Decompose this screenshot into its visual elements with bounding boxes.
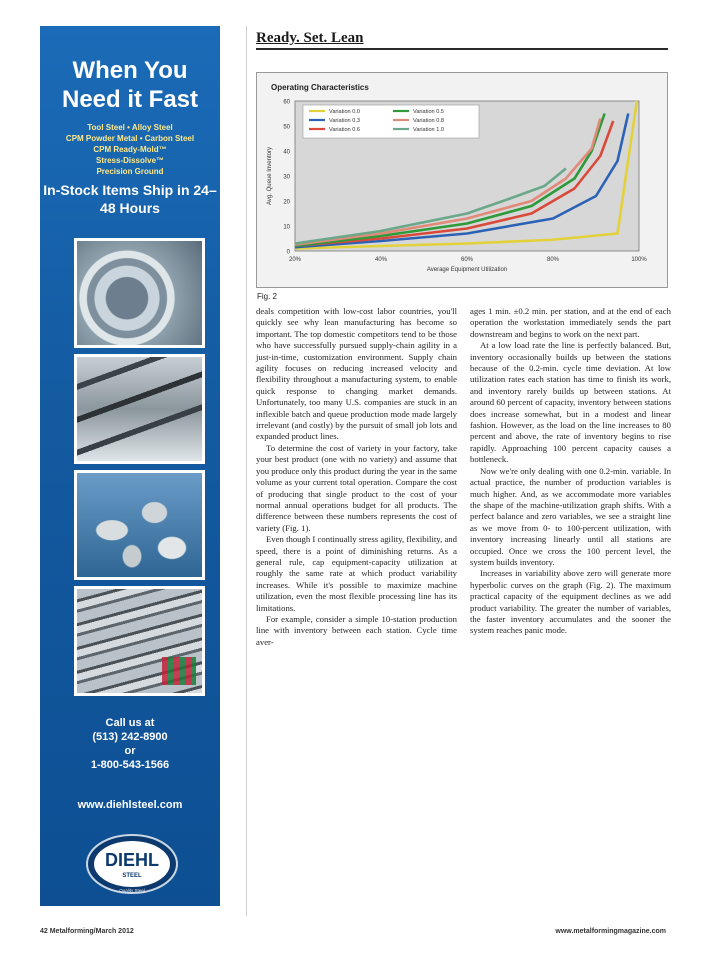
column-divider [246, 26, 247, 916]
y-tick-label: 20 [283, 199, 290, 206]
phone-tollfree[interactable]: 1-800-543-1566 [90, 759, 170, 771]
ad-contact [40, 716, 220, 772]
ad-product-line: Tool Steel • Alloy Steel [87, 123, 173, 132]
legend-label: Variation 0.5 [413, 109, 444, 115]
y-axis-label: Avg. Queue Inventory [267, 147, 273, 205]
y-tick-label: 0 [286, 249, 290, 256]
article-paragraph: ages 1 min. ±0.2 min. per station, and at the end of each operation the workstation immediately sends the part downstream and begins to work on the next part. [470, 306, 671, 339]
operating-characteristics-figure [256, 72, 668, 288]
logo-wordmark: DIEHL [105, 850, 159, 870]
y-tick-label: 10 [283, 224, 290, 231]
ad-shipping-promise: In-Stock Items Ship in 24–48 Hours [43, 182, 217, 216]
y-tick-label: 60 [283, 99, 290, 106]
article-paragraph: At a low load rate the line is perfectly balanced. But, inventory occasionally builds up between the stations because of the 0.2-min. cycle time deviation. At low utilization rates each station has time to finish its work, and inventory rarely builds up between stations. At around 60 percent of capacity, inventory between stations does increase somewhat, but in a modest and linear fashion. However, as the load on the line increases to 80 percent and above, the rate of inventory begins to rise rapidly. Approaching 100 percent capacity causes a bottleneck. [470, 340, 671, 465]
article-paragraph: Now we're only dealing with one 0.2-min. variable. In actual practice, the number of production variables is much higher. And, as we accommodate more variables the shape of the machine-utilization graph shifts. With a perfect balance and zero variables, we see a straight line as we move from 0- to 100-percent utilization, with inventory increasing linearly until all stations are occupied. Once we cross the 100 percent level, the system builds inventory. [470, 465, 671, 567]
steel-coil-photo [74, 238, 205, 348]
call-label: Call us at [105, 717, 155, 729]
legend-label: Variation 0.8 [413, 118, 444, 124]
diehl-steel-advertisement [40, 26, 220, 906]
steel-bars-photo [74, 586, 205, 696]
x-axis-label: Average Equipment Utilization [426, 267, 508, 273]
article-title: Ready. Set. Lean [256, 30, 364, 46]
y-tick-label: 40 [283, 149, 290, 156]
x-tick-label: 100% [631, 257, 647, 263]
ad-product-line: Stress-Dissolve™ [95, 156, 165, 165]
x-tick-label: 60% [460, 257, 474, 263]
article-paragraph: deals competition with low-cost labor countries, you'll quickly see why lean manufacturing has become so important. The top domestic competitors tend to be those who have successfully pursued supply-chain agility in a just-in-time, customization environment. Supply chain agility focuses on reducing increased velocity and flexibility throughout a manufacturing system, to enable quick response to changing market demands. Unfortunately, too many U.S. companies are stuck in an inflexible batch and queue production mode made largely irrelevant (and costly) by the pursuit of small job lots and expanded product lines. [256, 306, 457, 442]
x-tick-label: 20% [288, 257, 302, 263]
logo-tagline: Quality Steel [119, 888, 145, 893]
ad-product-list [46, 122, 214, 177]
legend-label: Variation 0.6 [329, 127, 360, 133]
article-column-1 [256, 306, 457, 648]
chart-title: Operating Characteristics [271, 83, 369, 92]
legend-label: Variation 0.0 [329, 109, 360, 115]
ad-headline: When You Need it Fast [61, 57, 199, 113]
legend-label: Variation 1.0 [413, 127, 444, 133]
x-tick-label: 80% [546, 257, 560, 263]
figure-caption: Fig. 2 [257, 292, 278, 301]
ad-product-line: Precision Ground [96, 167, 164, 176]
y-tick-label: 50 [283, 124, 290, 131]
steel-blocks-photo [74, 470, 205, 580]
diehl-steel-logo [85, 832, 179, 896]
article-paragraph: Increases in variability above zero will generate more hyperbolic curves on the graph (Fig. 2). The maximum practical capacity of the equipment declines as we add product variability. The greater the number of variables, the faster inventory accumulates and the sooner the system reaches panic mode. [470, 568, 671, 636]
article-paragraph: Even though I continually stress agility, flexibility, and speed, there is a point of diminishing returns. As a general rule, cap equipment-capacity utilization at roughly the same rate at which product variability increases. While it's possible to maximize machine utilization, even the most flexible processing line has its limitations. [256, 534, 457, 613]
phone-local[interactable]: (513) 242-8900 [92, 731, 168, 743]
article-paragraph: For example, consider a simple 10-station production line with inventory between each station. Cycle time aver- [256, 613, 457, 647]
operating-characteristics-chart [257, 73, 669, 289]
x-tick-label: 40% [374, 257, 388, 263]
article-column-2 [470, 306, 671, 637]
ad-website-link[interactable]: www.diehlsteel.com [77, 799, 183, 811]
steel-plate-photo [74, 354, 205, 464]
or-text: or [124, 745, 136, 757]
y-tick-label: 30 [283, 174, 290, 181]
footer-page-info: 42 Metalforming/March 2012 [40, 928, 134, 935]
footer-website[interactable]: www.metalformingmagazine.com [555, 928, 666, 935]
article-paragraph: To determine the cost of variety in your factory, take your best product (one with no variety) and assume that you produce only this product during the year in the same volume as your current total operation. Compare the cost of producing that single product to the cost of your normal annual operations budget for all products. The difference between these numbers represents the cost of variety (Fig. 1). [256, 442, 457, 533]
logo-sub: STEEL [122, 873, 142, 879]
legend-label: Variation 0.3 [329, 118, 360, 124]
ad-product-line: CPM Powder Metal • Carbon Steel [65, 134, 195, 143]
title-rule [256, 48, 668, 50]
ad-product-line: CPM Ready-Mold™ [93, 145, 167, 154]
